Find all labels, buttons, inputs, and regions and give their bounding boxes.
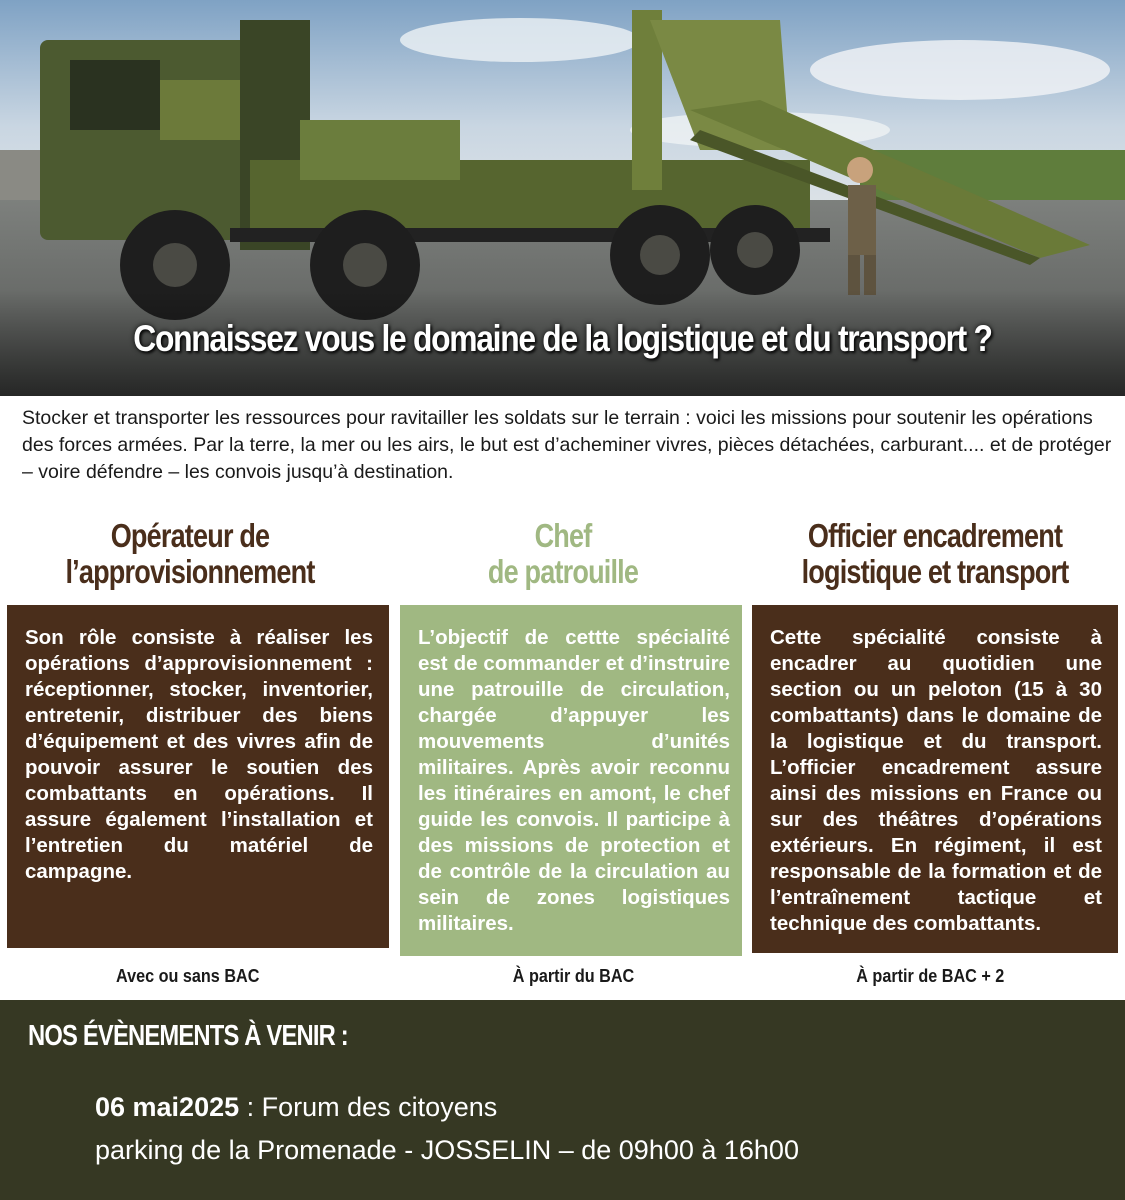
requirement-label: À partir du BAC [512, 966, 634, 986]
requirement-label: Avec ou sans BAC [116, 966, 260, 986]
event-date: 06 mai2025 [95, 1092, 240, 1122]
column-title-line1: Officier encadrement [807, 517, 1063, 554]
column-title-line2: l’approvisionnement [65, 553, 315, 590]
description-box-chef-patrouille: L’objectif de cettte spécialité est de commander et d’instruire une patrouille de circulation, chargée d’appuyer les mouvements d’unités militaires. Après avoir reconnu les itinéraires en amont, le chef guide les convois. Il participe à des missions de protection et de contrôle de la circulation au sein de zones logistiques militaires. [400, 605, 742, 956]
requirement-officier [760, 966, 1100, 987]
event-location: parking de la Promenade - JOSSELIN – de 09h00 à 16h00 [95, 1135, 799, 1165]
hero-title: Connaissez vous le domaine de la logistique et du transport ? [133, 318, 992, 359]
hero-banner [0, 0, 1125, 396]
requirement-operateur [18, 966, 358, 987]
intro-paragraph: Stocker et transporter les ressources pour ravitailler les soldats sur le terrain : voici les missions pour soutenir les opérations des forces armées. Par la terre, la mer ou les airs, le but est d’acheminer vivres, pièces détachées, carburant.... et de protéger – voire défendre – les convois jusqu’à destination. [22, 407, 1112, 483]
requirement-label: À partir de BAC + 2 [855, 966, 1005, 986]
description-box-operateur: Son rôle consiste à réaliser les opérations d’approvisionnement : réceptionner, stocker, inventorier, entretenir, distribuer des biens d’équipement et des vivres afin de pouvoir assurer le soutien des combattants en opérations. Il assure également l’installation et l’entretien du matériel de campagne. [7, 605, 389, 948]
column-title-line1: Opérateur de [110, 517, 270, 554]
column-title-line2: de patrouille [487, 553, 639, 590]
column-title-line1: Chef [534, 517, 592, 554]
description-box-officier: Cette spécialité consiste à encadrer au quotidien une section ou un peloton (15 à 30 combattants) dans le domaine de la logistique et du transport. L’officier encadrement assure ainsi des missions en France ou sur des théâtres d’opérations extérieurs. En régiment, il est responsable de la formation et de l’entraînement tactique et technique des combattants. [752, 605, 1118, 953]
column-title-line2: logistique et transport [801, 553, 1069, 590]
column-title-chef-patrouille [393, 518, 733, 590]
column-title-officier [765, 518, 1105, 590]
event-title: : Forum des citoyens [239, 1092, 498, 1122]
events-section [0, 1000, 1125, 1200]
requirement-chef-patrouille [403, 966, 743, 987]
column-title-operateur [20, 518, 360, 590]
events-heading: NOS ÉVÈNEMENTS À VENIR : [28, 1020, 348, 1052]
event-title-line [95, 1092, 497, 1123]
